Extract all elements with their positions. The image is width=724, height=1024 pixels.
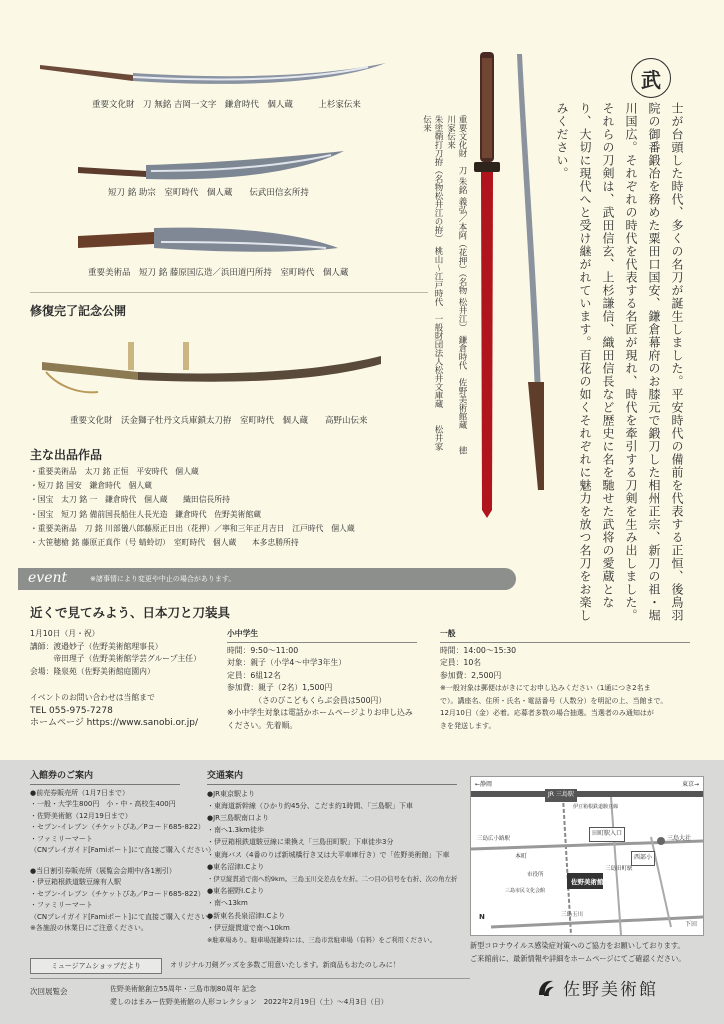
main-work-item: ・国宝 短刀 銘 備前国長船住人長光造 鎌倉時代 佐野美術館蔵 <box>30 509 262 519</box>
access-line: ●新東名長泉沼津I.Cより <box>207 911 286 920</box>
footer-divider <box>30 978 470 979</box>
shop-label-box <box>30 958 162 974</box>
sword-caption-1: 重要文化財 刀 無銘 吉岡一文字 鎌倉時代 個人蔵 上杉家伝来 <box>92 100 361 110</box>
middle-line: ※小中学生対象は電話かホームページよりお申し込み <box>227 708 413 717</box>
red-koshirae-image <box>470 50 504 520</box>
sword-image-3 <box>76 218 341 262</box>
main-work-item: ・重要美術品 刀 銘 川部儀八郎藤原正日出（花押）／寧和三年正月吉日 江戸時代 個人蔵 <box>30 523 355 533</box>
middle-line: 定員：6組12名 <box>227 670 281 680</box>
access-line: ・東海バス（4番のりば新城橋行き又は大平車庫行き）で「佐野美術館」下車 <box>207 850 450 859</box>
sword-caption-3: 重要美術品 短刀 銘 藤原国広造／浜田道円所持 室町時代 個人蔵 <box>88 268 349 278</box>
shop-text: オリジナル刀剣グッズを多数ご用意いたします。新商品もおたのしみに！ <box>170 961 400 969</box>
event-date: 1月10日（月・祝） <box>30 629 100 638</box>
event-lecturer: 講師：渡邉妙子（佐野美術館理事長） <box>30 641 163 651</box>
map-label-city-hall: 市役所 <box>527 872 544 878</box>
general-line: で）。講座名、住所・氏名・電話番号（人数分）を明記の上、当館まで。 <box>440 696 668 705</box>
access-heading: 交通案内 <box>207 771 244 781</box>
matsuigo-blade-image <box>514 52 554 492</box>
access-line: ●東名沼津I.Cより <box>207 862 265 871</box>
covid-note <box>470 940 685 965</box>
map-label-tamachi-station: 三島田町駅 <box>605 866 633 872</box>
tickets-heading: 入館券のご案内 <box>30 771 94 781</box>
access-line: ●JR三島駅南口より <box>207 813 270 822</box>
map-label-tamagawa: 三島玉川 <box>561 912 584 918</box>
museum-logo-text: 佐野美術館 <box>563 980 658 1000</box>
ticket-line: （CNプレイガイド[Famiポート]にて直接ご購入ください） <box>30 912 215 921</box>
main-works-list <box>30 465 355 550</box>
ticket-line: ・伊豆箱根鉄道駿豆線有人駅 <box>30 878 121 886</box>
ticket-line: ・佐野美術館（12月19日まで） <box>30 811 132 820</box>
event-middle-school <box>227 628 417 732</box>
access-line: ・東海道新幹線（ひかり約45分、こだま約1時間、「三島駅」下車 <box>207 801 413 810</box>
map-label-taisha: 三島大社 <box>667 835 692 842</box>
event-tel: TEL 055-975-7278 <box>30 705 113 716</box>
next-exhibition-line2: 愛しのはまみー佐野美術館の人形コレクション 2022年2月19日（土）～4月3日（日） <box>110 997 388 1006</box>
covid-line: ご来館前に、最新情報や詳細をホームページにてご確認ください。 <box>470 953 686 963</box>
vertical-caption-koshirae: 朱塗鞘打刀拵（名物松井江の拵） 桃山～江戸時代 一般財団法人松井文庫蔵 松井家伝来 <box>421 115 443 451</box>
middle-line: 時間：9:50～11:00 <box>227 645 299 655</box>
event-venue: 会場：隆泉苑（佐野美術館庭園内） <box>30 666 155 676</box>
middle-line: （さのびこどもくらぶ会員は500円） <box>227 695 387 705</box>
tickets-block <box>30 770 215 935</box>
main-works-heading: 主な出品作品 <box>30 448 103 462</box>
access-map <box>470 776 704 936</box>
map-label-tamachi-entrance: 田町駅入口 <box>589 827 625 842</box>
access-block <box>207 770 457 946</box>
intro-paragraph: 士が台頭した時代、多くの名刀が誕生しました。平安時代の備前を代表する正恒、後鳥羽院の御番鍛冶を務めた粟田口国安、鎌倉幕府のお膝元で鍛刀した相州正宗、新刀の祖・堀川国広。それぞれの時代を代表する名匠が現れ、時代を牽引する刀剣を生み出しました。それらの刀剣は、武田信玄、上杉謙信、織田信長など歴史に名を馳せた武将の愛蔵となり、大切に現代へと受け継がれています。百花の如くそれぞれに魅力を放つ名刀をお楽しみください。 <box>555 102 684 622</box>
general-line: きを発送します。 <box>440 721 496 730</box>
general-line: 参加費：2,500円 <box>440 670 502 680</box>
general-line: 定員：10名 <box>440 658 482 667</box>
kanji-badge-text: 武 <box>641 67 661 92</box>
main-work-item: ・短刀 銘 国安 鎌倉時代 個人蔵 <box>30 481 152 491</box>
next-exhibition-line1: 佐野美術館創立55周年・三島市制80周年 記念 <box>110 985 257 993</box>
event-title: 近くで見てみよう、日本刀と刀装具 <box>30 605 231 620</box>
event-web-link[interactable]: ホームページ https://www.sanobi.or.jp/ <box>30 718 199 728</box>
access-line: ・伊豆縦貫道で南へ約9km。三島玉川交差点を左折。二つ目の信号を右折、次の角左折 <box>207 874 458 883</box>
general-line: 時間：14:00～15:30 <box>440 645 517 655</box>
map-label-seibu-school: 西部小 <box>631 851 655 866</box>
tachi-koshirae-image <box>38 342 383 400</box>
middle-line: 対象：親子（小学4～中学3年生） <box>227 658 347 667</box>
main-work-item: ・国宝 太刀 銘 一 鎌倉時代 個人蔵 織田信長所持 <box>30 495 230 505</box>
kanji-badge <box>631 58 671 98</box>
access-line: ・伊豆縦貫道で南へ10km <box>207 923 290 932</box>
vertical-caption-matsuigo: 重要文化財 刀 朱銘 義弘／本阿（花押）（名物 松井江） 鎌倉時代 佐野美術館蔵 徳川家伝来 <box>445 115 467 455</box>
sword-image-1 <box>38 55 388 89</box>
event-contact-intro: イベントのお問い合わせは当館まで <box>30 693 155 702</box>
event-label: event <box>28 570 68 586</box>
ticket-line: ・ファミリーマート <box>30 834 93 843</box>
ticket-line: ●当日割引券販売所（展覧会会期中/各1割引） <box>30 866 176 875</box>
museum-logo-icon <box>535 977 557 999</box>
access-line: ・伊豆箱根鉄道駿豆線に乗換え「三島田町駅」下車徒歩3分 <box>207 838 394 847</box>
next-exhibition-label: 次回展覧会 <box>30 987 68 996</box>
map-label-izuhakone-line: 伊豆箱根鉄道駿豆線 <box>573 804 619 810</box>
access-line: ・南へ13km <box>207 899 248 908</box>
middle-line: 参加費：親子（2名）1,500円 <box>227 683 333 692</box>
museum-logo <box>535 975 658 1000</box>
map-label-honmachi: 本町 <box>515 853 528 860</box>
map-label-hirokoji: 三島広小路駅 <box>477 836 511 842</box>
map-north-indicator: N <box>479 913 485 921</box>
general-line: 12月10日（金）必着。応募者多数の場合抽選。当選者のみ通知はが <box>440 709 654 717</box>
event-lecturer: 帝田理子（佐野美術館学芸グループ主任） <box>30 654 201 663</box>
map-label-tokyo: 東京→ <box>681 781 699 788</box>
event-note: ※諸事情により変更や中止の場合があります。 <box>90 575 236 583</box>
ticket-line: （CNプレイガイド[Famiポート]にて直接ご購入ください） <box>30 846 215 854</box>
ticket-line: ・セブン-イレブン（チケットぴあ／Pコード685-822） <box>30 889 205 898</box>
map-label-sano-museum: 佐野美術館 <box>571 878 604 886</box>
event-banner <box>18 568 516 590</box>
ticket-line: ・ファミリーマート <box>30 901 93 909</box>
restoration-caption: 重要文化財 沃金獅子牡丹文兵庫鎖太刀拵 室町時代 個人蔵 高野山伝来 <box>70 416 368 426</box>
middle-line: ください。先着順。 <box>227 720 298 730</box>
map-label-mishima-station: JR 三島駅 <box>545 789 577 802</box>
covid-line: 新型コロナウイルス感染症対策へのご協力をお願いしております。 <box>470 941 685 950</box>
map-label-bunka-kaikan: 三島市民文化会館 <box>505 888 546 894</box>
access-line: ・南へ1.3km徒歩 <box>207 826 265 835</box>
ticket-line: ・セブン-イレブン（チケットぴあ／Pコード685-822） <box>30 823 205 831</box>
ticket-line: ※各施設の休業日にご注意ください。 <box>30 924 148 932</box>
general-heading: 一般 <box>440 629 456 638</box>
next-exhibition <box>110 983 388 1008</box>
shop-label: ミュージアムショップだより <box>50 961 142 970</box>
general-line: ※一般対象は郵便はがきにてお申し込みください（1通につき2名ま <box>440 684 651 692</box>
ticket-line: ●前売券販売所（1月7日まで） <box>30 788 130 797</box>
access-line: ※駐車場あり。駐車場混雑時には、三島市営駐車場（有料）をご利用ください。 <box>207 935 437 944</box>
ticket-line: ・一般・大学生800円 小・中・高校生400円 <box>30 800 176 808</box>
middle-heading: 小中学生 <box>227 629 259 638</box>
access-line: ●JR東京駅より <box>207 789 256 798</box>
main-work-item: ・大笹穂槍 銘 藤原正真作（号 蜻蛉切） 室町時代 個人蔵 本多忠勝所持 <box>30 538 299 548</box>
sword-caption-2: 短刀 銘 助宗 室町時代 個人蔵 伝武田信玄所持 <box>108 188 309 198</box>
section-divider <box>30 292 428 293</box>
map-label-shizuoka: ←静岡 <box>475 781 493 788</box>
restoration-heading: 修復完了記念公開 <box>30 304 127 318</box>
access-line: ●東名裾野I.Cより <box>207 887 265 896</box>
event-details <box>30 628 201 730</box>
main-work-item: ・重要美術品 太刀 銘 正恒 平安時代 個人蔵 <box>30 467 199 476</box>
map-label-shimoda: 下田 <box>684 921 697 928</box>
sword-image-2 <box>76 145 346 185</box>
event-general <box>440 628 690 732</box>
